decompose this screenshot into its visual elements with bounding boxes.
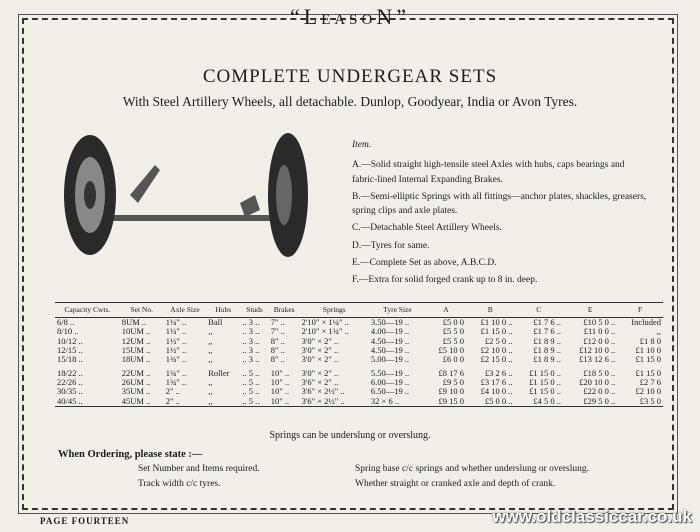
table-cell: £2 5 0 ..	[484, 335, 513, 346]
table-cell: 40/45 ..	[55, 397, 120, 407]
table-cell: 7" ..	[270, 316, 285, 327]
table-cell: 2'10" × 1¼" ..	[301, 316, 349, 327]
right-spring-bracket	[240, 195, 260, 217]
table-cell: 6/8 ..	[57, 316, 75, 327]
table-cell: 12UM ..	[121, 335, 151, 346]
col-axle-size: Axle Size	[164, 303, 206, 318]
axle-beam	[105, 215, 275, 221]
col-b: B	[466, 303, 515, 318]
col-a: A	[426, 303, 466, 318]
table-cell: 5.00—19 ..	[370, 354, 410, 365]
table-cell: 8" ..	[270, 344, 285, 355]
table-cell: £1 15 0	[635, 367, 661, 378]
table-cell: 1½" ..	[165, 344, 187, 355]
table-cell: 1¾" ..	[165, 367, 187, 378]
left-spring-bracket	[130, 165, 160, 203]
page-subtitle: With Steel Artillery Wheels, all detachable. Dunlop, Goodyear, India or Avon Tyres.	[122, 94, 578, 109]
table-cell: £8 17 6	[438, 367, 464, 378]
table-cell: £1 15 0	[635, 354, 661, 365]
table-cell: 10" ..	[270, 367, 290, 378]
table-cell: 4.00—19 ..	[370, 326, 410, 337]
table-cell: 15/18 ..	[57, 354, 83, 365]
table-cell: 18UM ..	[121, 354, 151, 365]
table-cell: 22UM ..	[121, 367, 151, 378]
table-cell: £2 10 0	[635, 386, 661, 397]
table-cell: 1¼" ..	[165, 326, 187, 337]
table-cell: 6.50—19 ..	[370, 386, 410, 397]
table-cell: £1 15 0 ..	[529, 367, 561, 378]
col-f: F	[617, 303, 663, 318]
table-cell: 45UM ..	[120, 397, 164, 407]
table-cell: £3 2 6 ..	[484, 367, 513, 378]
item-a: A.—Solid straight high-tensile steel Axles with hubs, caps bearings and fabric-lined Internal Expanding Brakes.	[352, 160, 625, 185]
watermark: www.oldclassiccar.co.uk	[492, 507, 692, 526]
table-cell: 1¾" ..	[165, 376, 187, 387]
table-cell: £1 15 0 ..	[480, 326, 513, 337]
table-cell: Included	[631, 316, 661, 327]
brand-title: “LeasoN”	[289, 4, 411, 29]
table-cell: £6 0 0	[442, 354, 464, 365]
table-cell: £1 8 9 ..	[533, 354, 561, 365]
page-number: PAGE FOURTEEN	[40, 516, 130, 526]
table-cell: £1 7 6 ..	[533, 316, 561, 327]
item-e: E.—Complete Set as above, A.B.C.D.	[352, 257, 497, 268]
table-cell: £4 10 0 ..	[480, 386, 513, 397]
table-cell: 1¼" ..	[165, 316, 187, 327]
table-cell: £11 0 0 ..	[583, 326, 616, 337]
table-cell: 8/10 ..	[57, 326, 79, 337]
table-row	[55, 355, 663, 364]
table-cell: £12 10 0 ..	[579, 344, 616, 355]
table-cell: £9 5 0	[442, 376, 464, 387]
table-cell: £12 0 0 ..	[583, 335, 616, 346]
table-cell: .. 5 ..	[242, 376, 260, 387]
col-tyre-size: Tyre Size	[369, 303, 426, 318]
table-cell: ,,	[656, 326, 661, 337]
table-cell: ,,	[208, 386, 213, 397]
axle-illustration	[60, 125, 320, 265]
table-cell: Ball	[208, 316, 223, 327]
table-cell: ,,	[208, 354, 213, 365]
table-cell: .. 3 ..	[242, 354, 260, 365]
table-cell: £5 0 0 ..	[466, 397, 515, 407]
table-cell: 5.50—19 ..	[370, 367, 410, 378]
col-c: C	[514, 303, 563, 318]
table-cell: 35UM ..	[121, 386, 151, 397]
ordering-heading: When Ordering, please state :—	[58, 449, 203, 460]
table-cell: £1 8 0	[639, 335, 661, 346]
table-cell: 10" ..	[269, 397, 300, 407]
table-cell: £3 5 0	[617, 397, 663, 407]
table-cell: £2 15 0 ..	[480, 354, 513, 365]
table-cell: 3'6" × 2½" ..	[301, 386, 345, 397]
table-cell: £18 5 0 ..	[583, 367, 616, 378]
table-cell: 10" ..	[270, 386, 290, 397]
table-cell: £1 8 9 ..	[533, 335, 561, 346]
table-cell: .. 3 ..	[242, 335, 260, 346]
col-hubs: Hubs	[206, 303, 240, 318]
item-c: C.—Detachable Steel Artillery Wheels.	[352, 223, 502, 234]
table-cell: 8" ..	[270, 354, 285, 365]
table-cell: 10/12 ..	[57, 335, 83, 346]
table-cell: £1 8 9 ..	[533, 344, 561, 355]
table-row	[55, 397, 663, 407]
table-cell: £1 10 0	[635, 344, 661, 355]
table-cell: 3'0" × 2" ..	[301, 354, 339, 365]
table-cell: £10 5 0 ..	[583, 316, 616, 327]
table-cell: 12/15 ..	[57, 344, 83, 355]
ordering-left-2: Track width c/c tyres.	[138, 479, 221, 489]
table-cell: £2 7 6	[639, 376, 661, 387]
table-cell: 6.00—19 ..	[370, 376, 410, 387]
items-list	[352, 138, 652, 287]
table-cell: £20 10 0 ..	[579, 376, 616, 387]
table-cell: £9 15 0	[426, 397, 466, 407]
table-cell: £5 10 0	[438, 344, 464, 355]
table-cell: ,,	[208, 335, 213, 346]
table-cell: 15UM ..	[121, 344, 151, 355]
table-header-row	[55, 303, 663, 318]
table-cell: 7" ..	[270, 326, 285, 337]
ordering-right-1: Spring base c/c springs and whether underslung or overslung.	[355, 464, 590, 474]
table-cell: £1 15 0 ..	[529, 376, 561, 387]
ordering-left-1: Set Number and Items required.	[138, 464, 260, 474]
table-cell: Roller	[208, 367, 230, 378]
table-cell: £29 5 0 ..	[563, 397, 617, 407]
table-cell: 1¾" ..	[165, 354, 187, 365]
table-cell: 3'6" × 2½" ..	[300, 397, 369, 407]
table-cell: .. 5 ..	[242, 386, 260, 397]
col-e: E	[563, 303, 617, 318]
table-cell: 10UM ..	[121, 326, 151, 337]
col-springs: Springs	[300, 303, 369, 318]
table-cell: 30/35 ..	[57, 386, 83, 397]
table-cell: £2 10 0 ..	[480, 344, 513, 355]
items-heading: Item.	[352, 140, 372, 150]
table-cell: 3.50—19 ..	[370, 316, 410, 327]
table-cell: .. 5 ..	[242, 367, 260, 378]
table-cell: ,,	[206, 397, 240, 407]
table-cell: 8" ..	[270, 335, 285, 346]
table-cell: £5 5 0	[442, 335, 464, 346]
table-cell: ,,	[208, 344, 213, 355]
ordering-right-2: Whether straight or cranked axle and depth of crank.	[355, 479, 556, 489]
table-cell: 3'0" × 2" ..	[301, 367, 339, 378]
table-cell: 2'10" × 1¾" ..	[301, 326, 349, 337]
table-cell: 3'0" × 2" ..	[301, 335, 339, 346]
table-cell: £3 17 6 ..	[480, 376, 513, 387]
table-cell: 1½" ..	[165, 335, 187, 346]
table-cell: £9 10 0	[438, 386, 464, 397]
page-title: COMPLETE UNDERGEAR SETS	[202, 66, 498, 87]
table-cell: 2" ..	[164, 397, 206, 407]
col-brakes: Brakes	[269, 303, 300, 318]
table-cell: £1 10 0 ..	[480, 316, 513, 327]
table-cell: 3'6" × 2" ..	[301, 376, 339, 387]
table-cell: £5 5 0	[442, 326, 464, 337]
table-cell: 32 × 6 ..	[369, 397, 426, 407]
table-cell: 8UM ..	[121, 316, 147, 327]
table-cell: 22/26 ..	[57, 376, 83, 387]
table-cell: £1 7 6 ..	[533, 326, 561, 337]
col-set-no: Set No.	[120, 303, 164, 318]
table-cell: .. 3 ..	[242, 326, 260, 337]
table-cell: ,,	[208, 376, 213, 387]
table-cell: 4.50—19 ..	[370, 344, 410, 355]
table-cell: £5 0 0	[442, 316, 464, 327]
table-cell: £13 12 6 ..	[579, 354, 616, 365]
table-cell: 10" ..	[270, 376, 290, 387]
item-f: F.—Extra for solid forged crank up to 8 in. deep.	[352, 275, 538, 285]
item-d: D.—Tyres for same.	[352, 240, 430, 251]
item-b: B.—Semi-elliptic Springs with all fittings—anchor plates, shackles, greasers, spring clips and axle plates.	[352, 191, 647, 216]
table-row	[55, 365, 663, 378]
table-cell: £22 0 0 ..	[583, 386, 616, 397]
table-cell: 2" ..	[165, 386, 180, 397]
table-cell: 18/22 ..	[57, 367, 83, 378]
price-table	[55, 302, 663, 407]
table-cell: ,,	[208, 326, 213, 337]
table-cell: 3'0" × 2" ..	[301, 344, 339, 355]
table-cell: 4.50—19 ..	[370, 335, 410, 346]
springs-note: Springs can be underslung or overslung.	[269, 430, 431, 441]
table-cell: £1 15 0 ..	[529, 386, 561, 397]
table-cell: 26UM ..	[121, 376, 151, 387]
col-studs: Studs	[240, 303, 268, 318]
col-capacity: Capacity Cwts.	[55, 303, 120, 318]
table-cell: .. 3 ..	[242, 316, 260, 327]
table-cell: .. 3 ..	[242, 344, 260, 355]
table-cell: .. 5 ..	[240, 397, 268, 407]
table-cell: £4 5 0 ..	[514, 397, 563, 407]
